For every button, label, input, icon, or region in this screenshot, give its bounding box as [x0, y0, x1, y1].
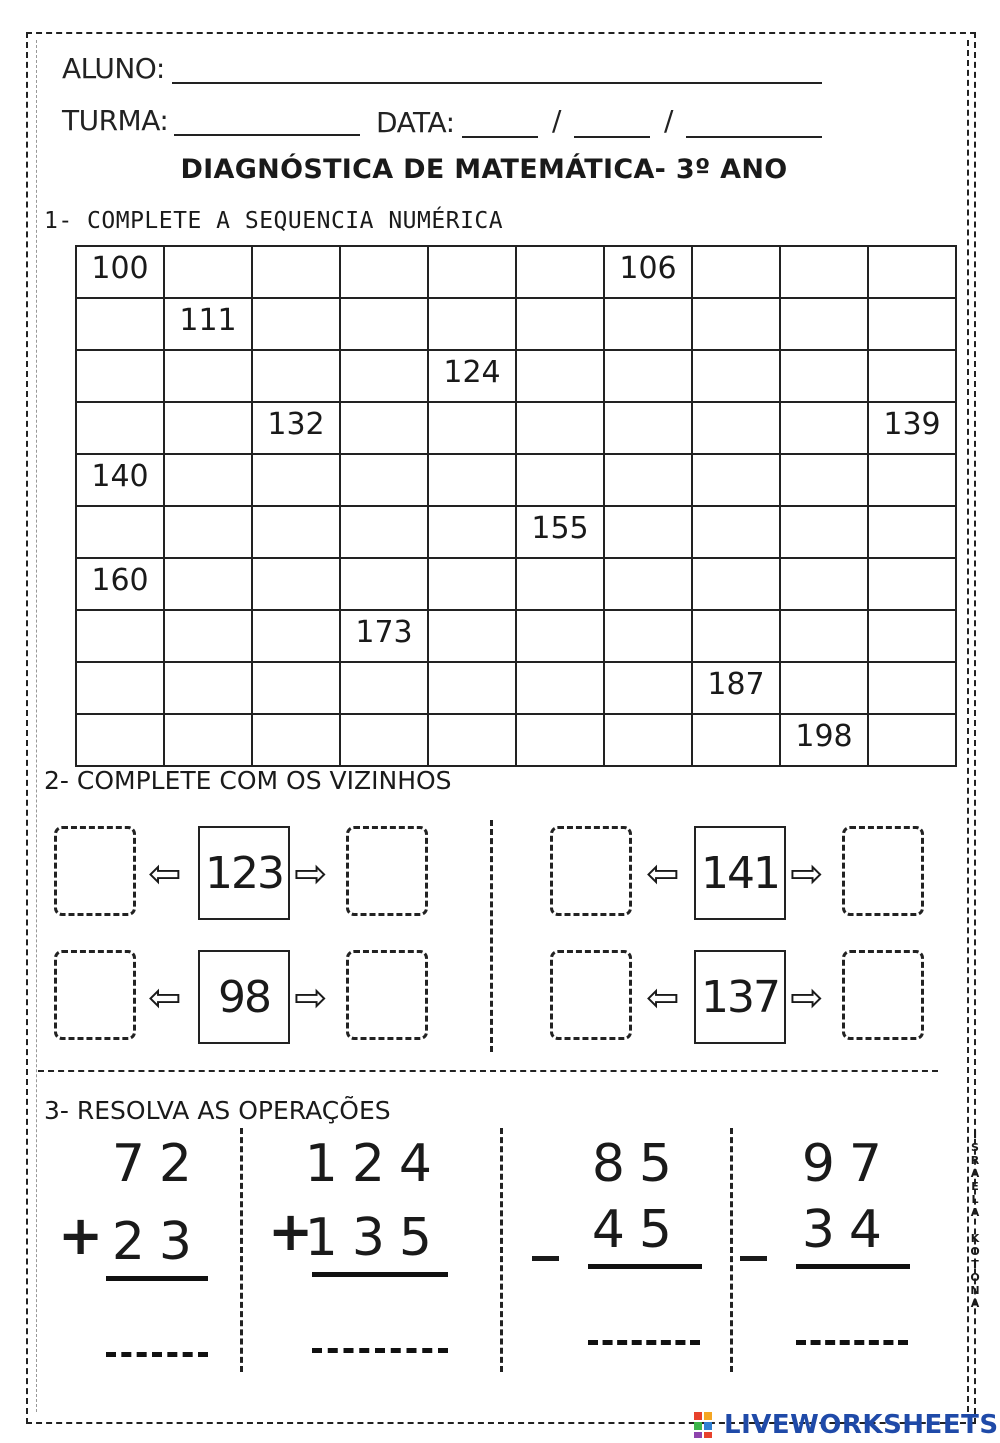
grid-cell-blank[interactable] — [164, 350, 252, 402]
grid-cell-blank[interactable] — [164, 714, 252, 766]
grid-cell-blank[interactable] — [868, 506, 956, 558]
credit-letter: T — [971, 1258, 979, 1271]
grid-cell-blank[interactable] — [164, 662, 252, 714]
grid-cell-blank[interactable] — [780, 298, 868, 350]
grid-cell-blank[interactable] — [428, 558, 516, 610]
grid-cell-given: 124 — [428, 350, 516, 402]
liveworksheets-brand[interactable]: LIVEWORKSHEETS — [724, 1410, 999, 1440]
answer-blank[interactable] — [588, 1340, 700, 1345]
grid-cell-blank[interactable] — [604, 610, 692, 662]
op-bar — [106, 1276, 208, 1281]
grid-cell-blank[interactable] — [780, 246, 868, 298]
grid-row — [76, 402, 956, 454]
neighbor-before-box[interactable] — [550, 950, 632, 1040]
credit-letter: O — [970, 1271, 980, 1284]
right-arrow-icon: ⇨ — [790, 975, 824, 1021]
grid-cell-blank[interactable] — [516, 298, 604, 350]
grid-cell-blank[interactable] — [252, 454, 340, 506]
credit-letter: K — [970, 1232, 980, 1245]
grid-cell-blank[interactable] — [428, 662, 516, 714]
q3-heading: 3- RESOLVA AS OPERAÇÕES — [44, 1096, 391, 1125]
date-year-line[interactable] — [686, 136, 822, 138]
grid-cell-given: 198 — [780, 714, 868, 766]
op-top-number: 124 — [304, 1134, 446, 1194]
liveworksheets-logo-icon — [694, 1412, 722, 1438]
grid-cell-blank[interactable] — [428, 454, 516, 506]
grid-cell-given: 132 — [252, 402, 340, 454]
plus-sign: + — [58, 1204, 104, 1267]
grid-cell-blank[interactable] — [428, 402, 516, 454]
left-arrow-icon: ⇦ — [646, 851, 680, 897]
grid-cell-blank[interactable] — [868, 246, 956, 298]
op-top-number: 97 — [801, 1134, 896, 1194]
grid-cell-blank[interactable] — [692, 246, 780, 298]
grid-cell-given: 111 — [164, 298, 252, 350]
grid-row — [76, 558, 956, 610]
grid-cell-blank[interactable] — [692, 714, 780, 766]
grid-cell-blank[interactable] — [516, 610, 604, 662]
grid-cell-blank[interactable] — [516, 350, 604, 402]
grid-cell-blank[interactable] — [252, 298, 340, 350]
grid-row — [76, 298, 956, 350]
grid-cell-blank[interactable] — [516, 558, 604, 610]
grid-cell-blank[interactable] — [76, 610, 164, 662]
q1-heading: 1- COMPLETE A SEQUENCIA NUMÉRICA — [44, 208, 504, 234]
grid-cell-blank[interactable] — [868, 558, 956, 610]
grid-cell-blank[interactable] — [340, 506, 428, 558]
left-arrow-icon: ⇦ — [148, 851, 182, 897]
neighbor-after-box[interactable] — [346, 950, 428, 1040]
grid-cell-blank[interactable] — [428, 506, 516, 558]
grid-cell-given: 100 — [76, 246, 164, 298]
grid-cell-blank[interactable] — [516, 402, 604, 454]
grid-row — [76, 662, 956, 714]
answer-blank[interactable] — [796, 1340, 908, 1345]
grid-cell-blank[interactable] — [868, 610, 956, 662]
author-credit — [968, 1128, 982, 1310]
q2-heading: 2- COMPLETE COM OS VIZINHOS — [44, 766, 452, 795]
q2-divider — [490, 820, 493, 1052]
grid-cell-given: 139 — [868, 402, 956, 454]
op-bottom-number: 135 — [304, 1208, 446, 1268]
grid-cell-blank[interactable] — [868, 662, 956, 714]
grid-row — [76, 246, 956, 298]
page-title: DIAGNÓSTICA DE MATEMÁTICA- 3º ANO — [180, 154, 788, 185]
credit-letter: A — [970, 1297, 980, 1310]
op-divider — [500, 1128, 503, 1372]
credit-letter: A — [970, 1167, 980, 1180]
grid-row — [76, 714, 956, 766]
grid-cell-blank[interactable] — [604, 714, 692, 766]
date-day-line[interactable] — [462, 136, 538, 138]
grid-cell-blank[interactable] — [340, 558, 428, 610]
left-arrow-icon: ⇦ — [148, 975, 182, 1021]
neighbor-after-box[interactable] — [842, 950, 924, 1040]
data-label: DATA: — [376, 106, 455, 139]
grid-cell-blank[interactable] — [76, 506, 164, 558]
neighbor-number: 137 — [694, 950, 786, 1044]
grid-cell-blank[interactable] — [252, 246, 340, 298]
grid-row — [76, 610, 956, 662]
grid-cell-blank[interactable] — [164, 402, 252, 454]
grid-cell-blank[interactable] — [252, 558, 340, 610]
op-bottom-number: 34 — [801, 1200, 896, 1260]
grid-cell-blank[interactable] — [252, 350, 340, 402]
grid-cell-blank[interactable] — [252, 506, 340, 558]
grid-cell-given: 140 — [76, 454, 164, 506]
aluno-label: ALUNO: — [62, 52, 165, 85]
section-divider — [38, 1070, 938, 1072]
grid-cell-blank[interactable] — [252, 610, 340, 662]
left-arrow-icon: ⇦ — [646, 975, 680, 1021]
credit-letter: L — [971, 1193, 979, 1206]
grid-cell-blank[interactable] — [164, 454, 252, 506]
grid-cell-blank[interactable] — [516, 662, 604, 714]
grid-cell-blank[interactable] — [780, 350, 868, 402]
grid-cell-blank[interactable] — [516, 454, 604, 506]
grid-cell-blank[interactable] — [868, 454, 956, 506]
neighbor-after-box[interactable] — [842, 826, 924, 916]
answer-blank[interactable] — [312, 1348, 448, 1353]
grid-cell-blank[interactable] — [692, 350, 780, 402]
grid-cell-given: 187 — [692, 662, 780, 714]
grid-cell-blank[interactable] — [780, 610, 868, 662]
grid-cell-blank[interactable] — [76, 402, 164, 454]
op-divider — [730, 1128, 733, 1372]
grid-cell-blank[interactable] — [340, 350, 428, 402]
turma-label: TURMA: — [62, 104, 169, 137]
grid-cell-blank[interactable] — [76, 662, 164, 714]
grid-cell-blank[interactable] — [604, 558, 692, 610]
neighbor-before-box[interactable] — [54, 950, 136, 1040]
grid-cell-blank[interactable] — [252, 714, 340, 766]
grid-cell-blank[interactable] — [76, 350, 164, 402]
grid-cell-blank[interactable] — [516, 714, 604, 766]
credit-letter: E — [971, 1180, 979, 1193]
number-grid — [75, 245, 957, 767]
right-arrow-icon: ⇨ — [294, 851, 328, 897]
plus-sign: + — [268, 1200, 314, 1263]
grid-cell-blank[interactable] — [780, 402, 868, 454]
grid-cell-blank[interactable] — [604, 662, 692, 714]
date-slash-2: / — [664, 104, 673, 137]
op-bottom-number: 23 — [111, 1212, 206, 1272]
grid-cell-blank[interactable] — [868, 714, 956, 766]
grid-cell-blank[interactable] — [340, 662, 428, 714]
op-bar — [312, 1272, 448, 1277]
grid-cell-blank[interactable] — [428, 246, 516, 298]
grid-cell-blank[interactable] — [692, 454, 780, 506]
grid-cell-blank[interactable] — [428, 610, 516, 662]
grid-cell-blank[interactable] — [428, 298, 516, 350]
grid-cell-blank[interactable] — [780, 454, 868, 506]
credit-letter: I — [972, 1128, 978, 1141]
grid-cell-blank[interactable] — [604, 454, 692, 506]
grid-cell-blank[interactable] — [340, 714, 428, 766]
grid-cell-blank[interactable] — [780, 662, 868, 714]
grid-cell-blank[interactable] — [692, 558, 780, 610]
grid-cell-blank[interactable] — [868, 350, 956, 402]
minus-sign: _ — [532, 1198, 559, 1261]
grid-cell-blank[interactable] — [164, 610, 252, 662]
neighbor-number: 141 — [694, 826, 786, 920]
grid-cell-blank[interactable] — [604, 298, 692, 350]
grid-cell-given: 155 — [516, 506, 604, 558]
credit-letter: S — [971, 1141, 979, 1154]
grid-cell-given: 173 — [340, 610, 428, 662]
credit-letter: R — [970, 1154, 980, 1167]
grid-cell-given: 160 — [76, 558, 164, 610]
grid-cell-blank[interactable] — [164, 506, 252, 558]
grid-cell-blank[interactable] — [76, 714, 164, 766]
minus-sign: _ — [740, 1198, 767, 1261]
grid-cell-blank[interactable] — [340, 298, 428, 350]
aluno-line[interactable] — [172, 82, 822, 84]
turma-line[interactable] — [174, 134, 360, 136]
grid-row — [76, 454, 956, 506]
neighbor-before-box[interactable] — [54, 826, 136, 916]
op-top-number: 72 — [111, 1134, 206, 1194]
grid-row — [76, 506, 956, 558]
grid-cell-blank[interactable] — [604, 402, 692, 454]
grid-cell-blank[interactable] — [692, 402, 780, 454]
op-bar — [796, 1264, 910, 1269]
neighbor-number: 123 — [198, 826, 290, 920]
grid-row — [76, 350, 956, 402]
credit-letter: N — [970, 1284, 980, 1297]
date-slash-1: / — [552, 104, 561, 137]
grid-cell-blank[interactable] — [428, 714, 516, 766]
grid-cell-blank[interactable] — [340, 246, 428, 298]
grid-cell-blank[interactable] — [340, 402, 428, 454]
grid-cell-blank[interactable] — [164, 558, 252, 610]
credit-letter: O — [970, 1245, 980, 1258]
grid-cell-blank[interactable] — [780, 558, 868, 610]
neighbor-before-box[interactable] — [550, 826, 632, 916]
grid-cell-blank[interactable] — [252, 662, 340, 714]
op-divider — [240, 1128, 243, 1372]
grid-cell-blank[interactable] — [76, 298, 164, 350]
right-arrow-icon: ⇨ — [790, 851, 824, 897]
grid-cell-blank[interactable] — [692, 610, 780, 662]
neighbor-number: 98 — [198, 950, 290, 1044]
grid-cell-blank[interactable] — [868, 298, 956, 350]
credit-letter — [968, 1219, 982, 1232]
op-bottom-number: 45 — [591, 1200, 686, 1260]
op-top-number: 85 — [591, 1134, 686, 1194]
neighbor-after-box[interactable] — [346, 826, 428, 916]
right-arrow-icon: ⇨ — [294, 975, 328, 1021]
grid-cell-blank[interactable] — [340, 454, 428, 506]
op-bar — [588, 1264, 702, 1269]
date-month-line[interactable] — [574, 136, 650, 138]
grid-cell-blank[interactable] — [164, 246, 252, 298]
grid-cell-blank[interactable] — [516, 246, 604, 298]
grid-cell-blank[interactable] — [604, 506, 692, 558]
grid-cell-blank[interactable] — [604, 350, 692, 402]
grid-cell-blank[interactable] — [692, 506, 780, 558]
answer-blank[interactable] — [106, 1352, 208, 1357]
credit-letter: A — [970, 1206, 980, 1219]
grid-cell-blank[interactable] — [692, 298, 780, 350]
grid-cell-blank[interactable] — [780, 506, 868, 558]
grid-cell-given: 106 — [604, 246, 692, 298]
